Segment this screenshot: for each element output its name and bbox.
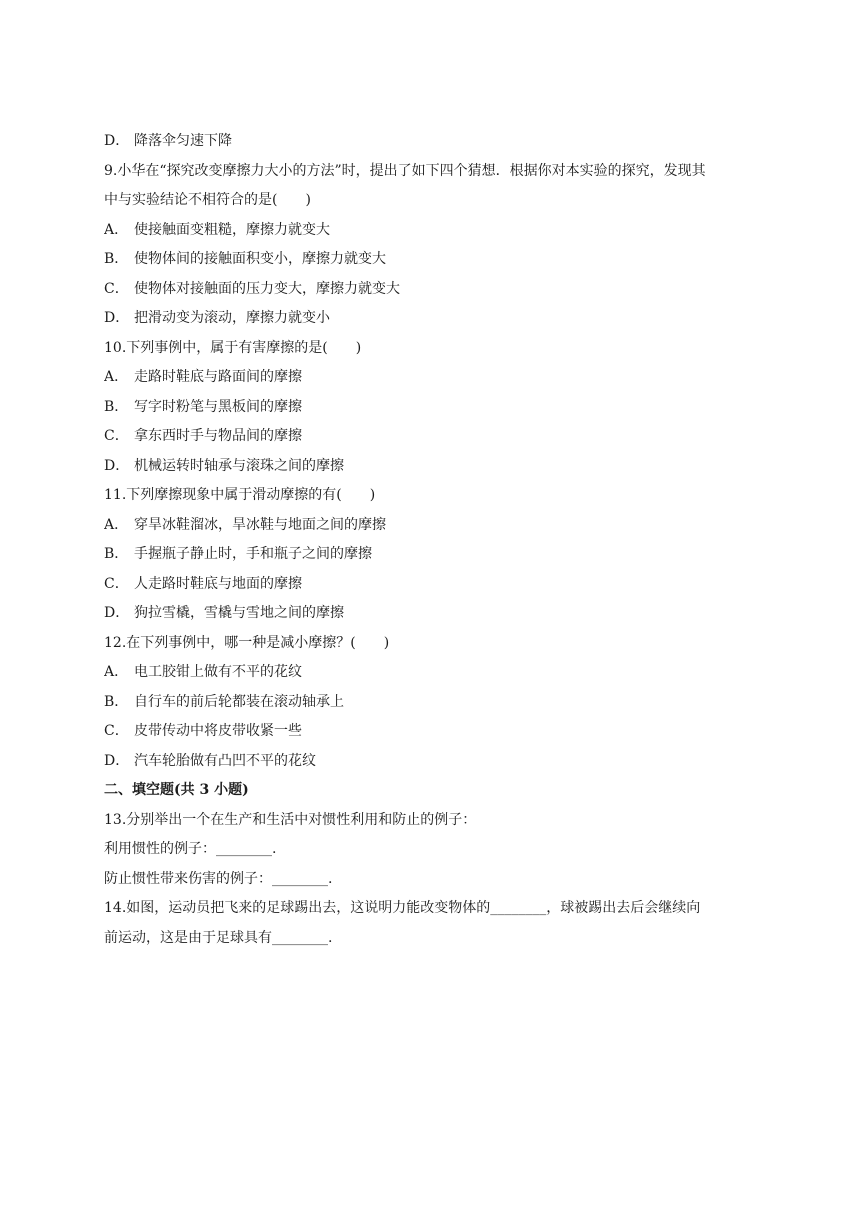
option-text: 降落伞匀速下降: [134, 133, 232, 149]
option-key: B．: [104, 546, 129, 562]
option-key: A．: [104, 664, 129, 680]
answer-option: [104, 304, 764, 334]
option-key: D．: [104, 310, 130, 326]
answer-option: [104, 599, 764, 629]
answer-option: [104, 393, 764, 423]
option-text: 穿旱冰鞋溜冰，旱冰鞋与地面之间的摩擦: [134, 516, 386, 533]
question-text: 9.小华在“探究改变摩擦力大小的方法”时，提出了如下四个猜想．根据你对本实验的探究，发现其: [104, 162, 706, 179]
option-key: C．: [104, 723, 129, 739]
option-key: A．: [104, 516, 129, 533]
answer-option: [104, 717, 764, 747]
option-key: B．: [104, 398, 129, 415]
question-text: 10.下列事例中，属于有害摩擦的是( ): [104, 339, 362, 356]
answer-option: [104, 216, 764, 246]
option-key: B．: [104, 693, 129, 710]
answer-option: [104, 422, 764, 452]
option-key: D．: [104, 605, 130, 621]
answer-option: [104, 245, 764, 275]
answer-option: [104, 127, 764, 157]
option-text: 人走路时鞋底与地面的摩擦: [134, 575, 302, 592]
answer-option: [104, 363, 764, 393]
answer-option: [104, 275, 764, 305]
answer-option: [104, 511, 764, 541]
question-text: 13.分别举出一个在生产和生活中对惯性利用和防止的例子：: [104, 811, 477, 828]
question-text: 中与实验结论不相符合的是( ): [104, 192, 311, 208]
option-text: 拿东西时手与物品间的摩擦: [134, 428, 302, 444]
question-text: 11.下列摩擦现象中属于滑动摩擦的有( ): [104, 487, 376, 503]
option-key: C．: [104, 428, 129, 444]
question-text: 14.如图，运动员把飞来的足球踢出去，这说明力能改变物体的________，球被踢出去后会继续向: [104, 900, 701, 916]
option-key: D．: [104, 457, 130, 474]
question-text: 利用惯性的例子：________.: [104, 841, 277, 857]
question-text: 前运动，这是由于足球具有________.: [104, 929, 333, 946]
option-text: 自行车的前后轮都装在滚动轴承上: [134, 693, 344, 710]
question-text: 12.在下列事例中，哪一种是减小摩擦？( ): [104, 634, 390, 651]
answer-option: [104, 452, 764, 482]
option-key: C．: [104, 575, 129, 592]
option-text: 手握瓶子静止时，手和瓶子之间的摩擦: [134, 546, 372, 562]
option-key: A．: [104, 369, 129, 385]
answer-option: [104, 688, 764, 718]
option-text: 机械运转时轴承与滚珠之间的摩擦: [134, 457, 344, 474]
answer-option: [104, 540, 764, 570]
option-key: D．: [104, 752, 130, 769]
option-key: B．: [104, 251, 129, 267]
option-key: C．: [104, 280, 129, 297]
option-text: 使物体对接触面的压力变大，摩擦力就变大: [134, 280, 400, 297]
option-text: 写字时粉笔与黑板间的摩擦: [134, 398, 302, 415]
option-text: 把滑动变为滚动，摩擦力就变小: [134, 310, 330, 326]
option-text: 皮带传动中将皮带收紧一些: [134, 723, 302, 739]
option-text: 使物体间的接触面积变小，摩擦力就变大: [134, 251, 386, 267]
question-text: 防止惯性带来伤害的例子：________.: [104, 870, 333, 887]
option-text: 汽车轮胎做有凸凹不平的花纹: [134, 752, 316, 769]
option-text: 使接触面变粗糙，摩擦力就变大: [134, 221, 330, 238]
answer-option: [104, 570, 764, 600]
option-key: A．: [104, 221, 129, 238]
answer-option: [104, 747, 764, 777]
option-key: D．: [104, 133, 130, 149]
option-text: 狗拉雪橇，雪橇与雪地之间的摩擦: [134, 605, 344, 621]
option-text: 走路时鞋底与路面间的摩擦: [134, 369, 302, 385]
option-text: 电工胶钳上做有不平的花纹: [134, 664, 302, 680]
answer-option: [104, 658, 764, 688]
section-heading: 二、填空题(共 3 小题): [104, 782, 249, 798]
document-content: [104, 127, 764, 953]
